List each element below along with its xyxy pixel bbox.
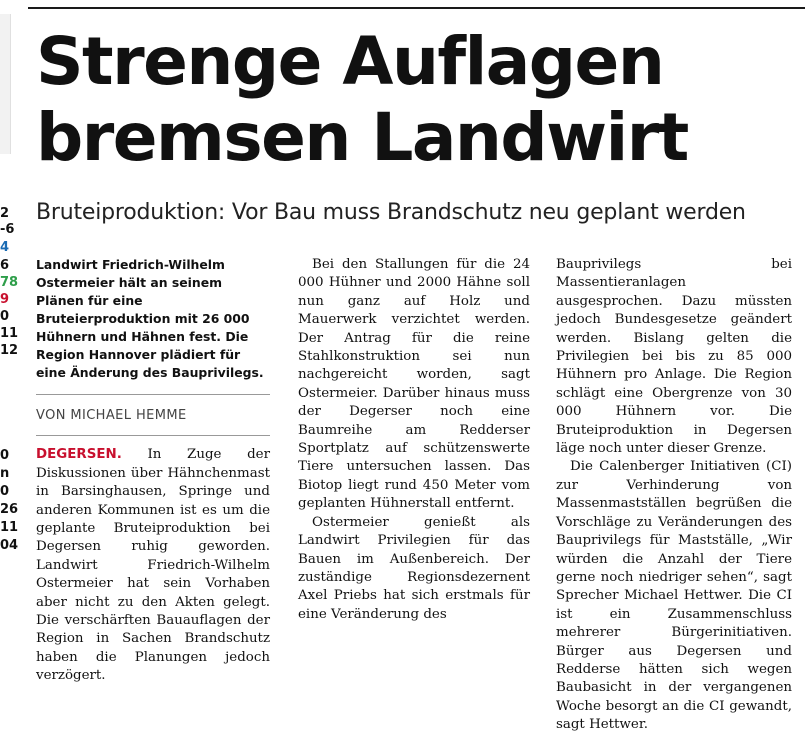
paragraph-3: Ostermeier genießt als Landwirt Privilegien für das Bauen im Außenbereich. Der zuständige Regionsdezernent Axel Priebs hat sich erstmals für eine Veränderung des — [298, 514, 530, 622]
paragraph-1-text: In Zuge der Diskussionen über Hähnchenmast in Barsinghausen, Springe und anderen Kommunen ist es um die geplante Bruteiproduktion bei Degersen ruhig geworden. Landwirt Friedrich-Wilhelm Ostermeier hat sein Vorhaben aber nicht zu den Akten gelegt. Die verschärften Bauauflagen der Region in Sachen Brandschutz haben die Planungen jedoch verzögert. — [36, 447, 270, 684]
teaser-divider — [36, 394, 270, 395]
margin-number: 9 — [0, 292, 10, 307]
margin-number: 12 — [0, 343, 19, 358]
teaser: Landwirt Friedrich-Wilhelm Ostermeier hält an seinem Plänen für eine Bruteierproduktion mit 26 000 Hühnern und Hähnen fest. Die Region Hannover plädiert für eine Änderung des Bauprivilegs. — [36, 257, 264, 380]
headline-line-1: Strenge Auflagen — [36, 23, 664, 100]
margin-number: 11 — [0, 520, 19, 535]
article-column-3 — [556, 256, 792, 735]
article-column-1 — [36, 256, 270, 686]
paragraph-1 — [36, 446, 270, 685]
margin-number: -6 — [0, 222, 15, 237]
margin-number: 0 — [0, 448, 10, 463]
margin-number: 2 — [0, 206, 10, 221]
top-border — [0, 0, 805, 14]
margin-number: 4 — [0, 240, 10, 255]
headline — [36, 24, 796, 176]
paragraph-2: Bei den Stallungen für die 24 000 Hühner und 2000 Hähne soll nun ganz auf Holz und Mauerwerk verzichtet werden. Der Antrag für die reine Stahlkonstruktion sei nun nachgereicht worden, sagt Ostermeier. Darüber hinaus muss der Degerser noch eine Baumreihe am Redderser Sportplatz auf schützenswerte Tiere untersuchen lassen. Das Biotop liegt rund 450 Meter vom geplanten Hühnerstall entfernt. — [298, 257, 530, 512]
adjacent-column-edge — [0, 14, 11, 154]
top-rule — [28, 7, 805, 9]
paragraph-3-continued: Bauprivilegs bei Massentieranlagen ausgesprochen. Dazu müssten jedoch Bundesgesetze geändert werden. Bislang gelten die Privilegien bei bis zu 85 000 Hühnern pro Anlage. Die Region schlägt eine Obergrenze von 30 000 Hühnern vor. Die Bruteiproduktion in Degersen läge noch unter dieser Grenze. — [556, 257, 792, 457]
byline: VON MICHAEL HEMME — [36, 408, 187, 423]
dateline: DEGERSEN. — [36, 447, 122, 463]
margin-number: 04 — [0, 538, 19, 553]
margin-number: 0 — [0, 484, 10, 499]
margin-number: 6 — [0, 258, 10, 273]
byline-divider — [36, 435, 270, 436]
headline-line-2: bremsen Landwirt — [36, 99, 688, 176]
margin-number: 26 — [0, 502, 19, 517]
paragraph-4: Die Calenberger Initiativen (CI) zur Verhinderung von Massenmastställen begrüßen die Vorschläge zu Veränderungen des Bauprivilegs für Mastställe, „Wir würden die Anzahl der Tiere gerne noch niedriger sehen“, sagt Sprecher Michael Hettwer. Die CI ist ein Zusammenschluss mehrerer Bürgerinitiativen. Bürger aus Degersen und Redderse hätten sich wegen Baubasicht in der vergangenen Woche besorgt an die CI gewandt, sagt Hettwer. — [556, 459, 792, 733]
margin-number: 78 — [0, 275, 19, 290]
margin-number: 0 — [0, 309, 10, 324]
article-column-2 — [298, 256, 530, 624]
margin-number: 11 — [0, 326, 19, 341]
subheadline: Bruteiproduktion: Vor Bau muss Brandschutz neu geplant werden — [36, 200, 746, 225]
margin-number: n — [0, 466, 10, 481]
